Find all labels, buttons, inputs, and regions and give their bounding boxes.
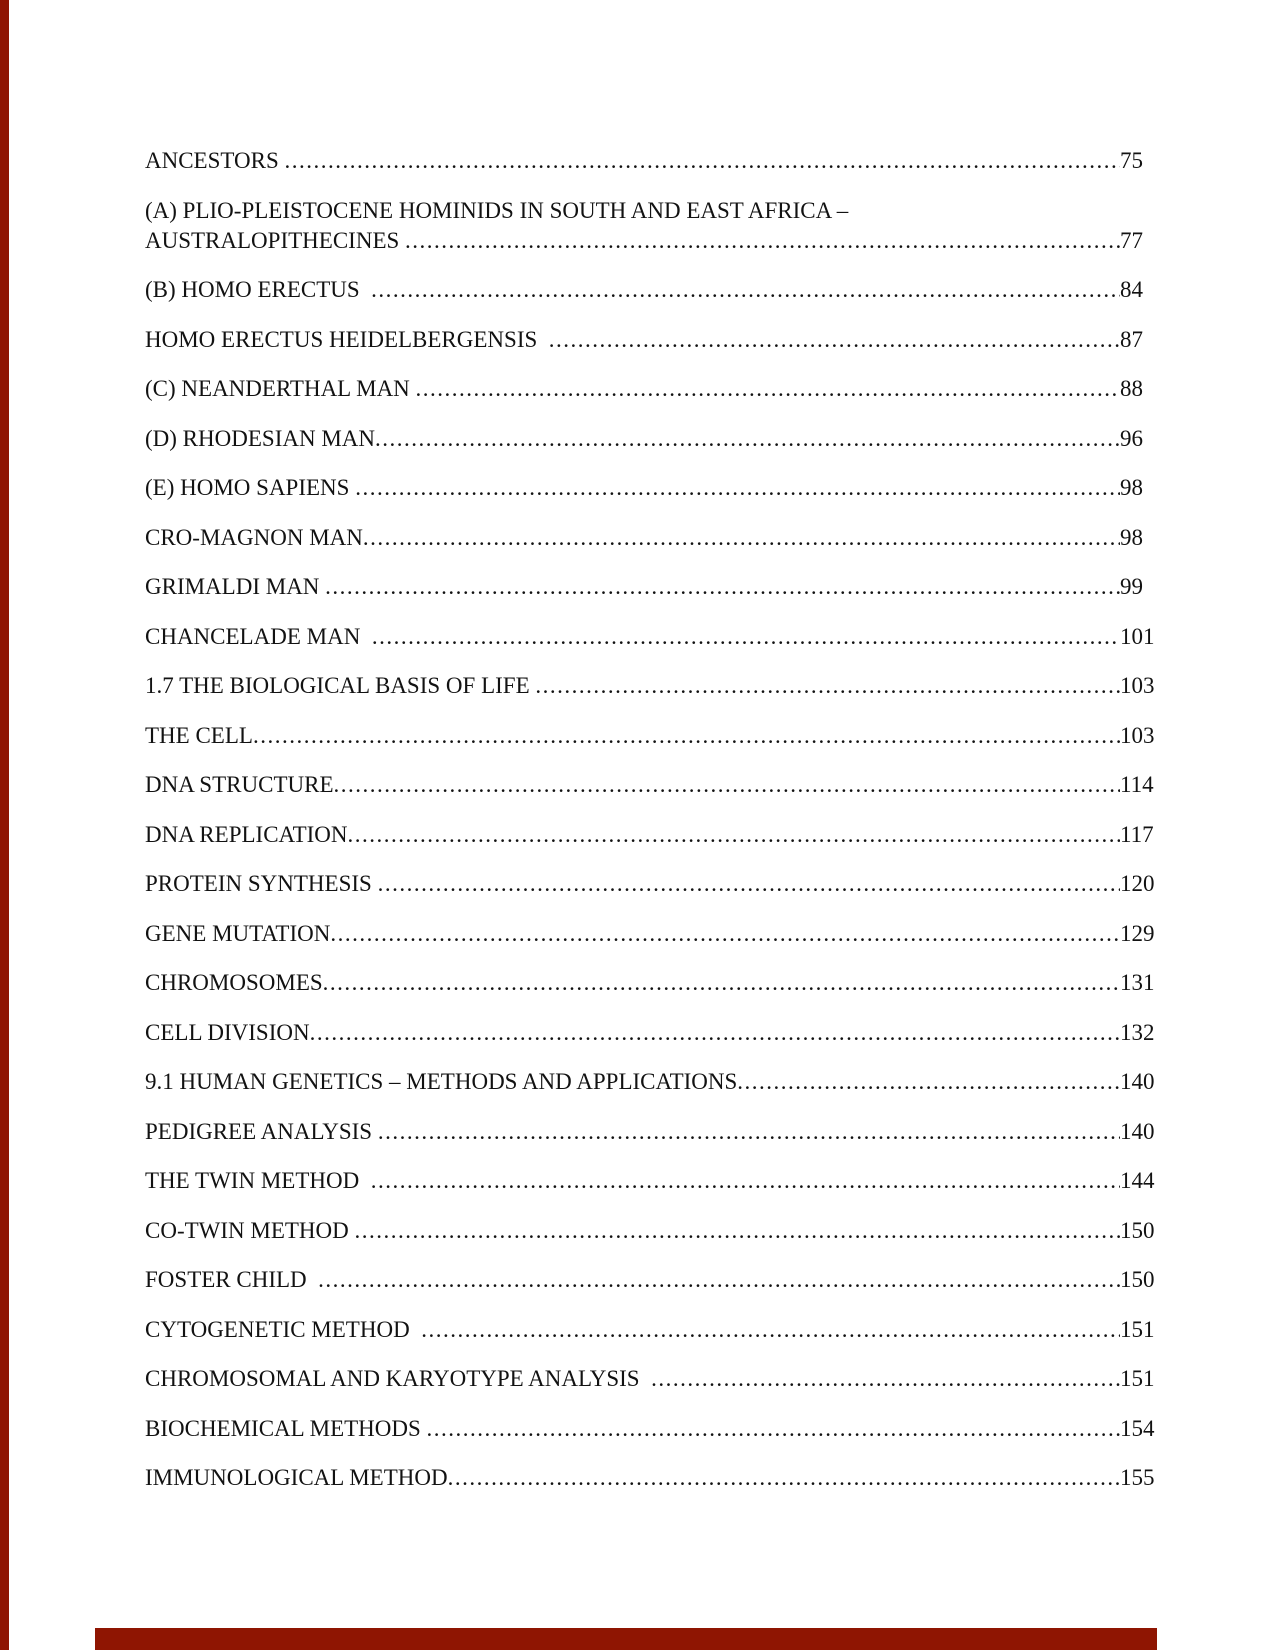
dot-leader <box>378 869 1120 899</box>
toc-entry-label: (E) HOMO SAPIENS <box>145 475 356 500</box>
dot-leader <box>348 820 1120 850</box>
dot-leader <box>427 1414 1120 1444</box>
toc-entry-page: 151 <box>1120 1316 1155 1342</box>
toc-entry-page: 101 <box>1120 623 1155 649</box>
toc-entry <box>145 146 1168 176</box>
toc-entry-page: 88 <box>1120 376 1143 401</box>
dot-leader <box>318 1265 1120 1295</box>
toc-entry <box>145 1216 1168 1246</box>
toc-entry-page: 117 <box>1120 821 1154 847</box>
toc-entry-label: (C) NEANDERTHAL MAN <box>145 376 416 401</box>
toc-entry <box>145 325 1168 355</box>
dot-leader <box>323 968 1120 998</box>
toc-entry-label: FOSTER CHILD <box>145 1267 319 1292</box>
toc-entry-page: 140 <box>1120 1118 1155 1144</box>
toc-entry <box>145 226 1168 256</box>
bottom-edge-accent-bar <box>95 1628 1157 1650</box>
toc-entry-label: BIOCHEMICAL METHODS <box>145 1415 427 1441</box>
dot-leader <box>448 1463 1120 1493</box>
toc-entry-label: CELL DIVISION <box>145 1019 310 1045</box>
left-edge-accent-bar <box>0 0 9 1650</box>
toc-entry <box>145 1463 1168 1493</box>
toc-entry <box>145 1265 1168 1295</box>
dot-leader <box>421 1315 1120 1345</box>
toc-entry-label: 9.1 HUMAN GENETICS – METHODS AND APPLICATIONS <box>145 1069 738 1094</box>
toc-list <box>145 146 1168 1513</box>
toc-entry-page: 77 <box>1120 227 1143 253</box>
toc-entry-page: 120 <box>1120 871 1155 896</box>
toc-entry-label: (B) HOMO ERECTUS <box>145 277 372 302</box>
toc-entry <box>145 721 1168 751</box>
toc-entry <box>145 424 1168 454</box>
toc-entry-label: PEDIGREE ANALYSIS <box>145 1118 378 1144</box>
toc-entry <box>145 1117 1168 1147</box>
dot-leader <box>416 374 1120 404</box>
dot-leader <box>355 1216 1120 1246</box>
dot-leader <box>310 1018 1120 1048</box>
dot-leader <box>253 721 1120 751</box>
toc-entry <box>145 374 1168 404</box>
toc-entry-label: CYTOGENETIC METHOD <box>145 1316 422 1342</box>
toc-entry-page: 150 <box>1120 1217 1155 1243</box>
toc-entry-label: CO-TWIN METHOD <box>145 1217 355 1243</box>
toc-entry-label: THE CELL <box>145 722 253 748</box>
toc-entry-page: 150 <box>1120 1267 1155 1292</box>
toc-entry <box>145 770 1168 800</box>
toc-entry-label: CHROMOSOMES <box>145 970 323 995</box>
dot-leader <box>375 424 1120 454</box>
toc-entry <box>145 275 1168 305</box>
toc-entry <box>145 968 1168 998</box>
toc-entry-label: DNA REPLICATION <box>145 821 348 847</box>
dot-leader <box>363 523 1120 553</box>
toc-entry-page: 84 <box>1120 277 1143 302</box>
dot-leader <box>325 572 1120 602</box>
toc-entry-page: 131 <box>1120 970 1155 995</box>
toc-entry <box>145 1315 1168 1345</box>
toc-entry-label: CHANCELADE MAN <box>145 623 372 649</box>
toc-entry <box>145 622 1168 652</box>
dot-leader <box>535 671 1120 701</box>
toc-entry-page: 151 <box>1120 1366 1155 1391</box>
toc-entry-label: CHROMOSOMAL AND KARYOTYPE ANALYSIS <box>145 1366 652 1391</box>
toc-entry-page: 98 <box>1120 475 1143 500</box>
toc-entry-label: PROTEIN SYNTHESIS <box>145 871 378 896</box>
dot-leader <box>330 919 1120 949</box>
toc-entry-label: THE TWIN METHOD <box>145 1168 371 1193</box>
toc-entry <box>145 1166 1168 1196</box>
dot-leader <box>371 1166 1120 1196</box>
dot-leader <box>372 622 1120 652</box>
toc-entry-page: 99 <box>1120 574 1143 599</box>
toc-entry-page: 132 <box>1120 1019 1155 1045</box>
toc-entry <box>145 820 1168 850</box>
toc-entry <box>145 473 1168 503</box>
dot-leader <box>737 1067 1120 1097</box>
toc-entry-page: 154 <box>1120 1415 1155 1441</box>
toc-entry-label: 1.7 THE BIOLOGICAL BASIS OF LIFE <box>145 673 536 698</box>
toc-entry-page: 87 <box>1120 326 1143 352</box>
toc-entry <box>145 919 1168 949</box>
toc-entry-label: GRIMALDI MAN <box>145 574 326 599</box>
toc-entry-label: ANCESTORS <box>145 148 285 173</box>
toc-entry-label: AUSTRALOPITHECINES <box>145 227 406 253</box>
dot-leader <box>355 473 1120 503</box>
toc-entry <box>145 1018 1168 1048</box>
toc-entry <box>145 572 1168 602</box>
toc-entry <box>145 523 1168 553</box>
toc-entry-label: HOMO ERECTUS HEIDELBERGENSIS <box>145 326 549 352</box>
toc-entry-page: 114 <box>1120 772 1154 797</box>
dot-leader <box>405 226 1120 256</box>
dot-leader <box>651 1364 1120 1394</box>
toc-entry-label: GENE MUTATION <box>145 920 331 946</box>
toc-entry-page: 103 <box>1120 722 1155 748</box>
toc-entry-page: 103 <box>1120 673 1155 698</box>
toc-entry <box>145 1364 1168 1394</box>
toc-entry-page: 155 <box>1120 1465 1155 1490</box>
toc-entry-page: 129 <box>1120 920 1155 946</box>
toc-entry-label: CRO-MAGNON MAN <box>145 524 363 550</box>
dot-leader <box>378 1117 1120 1147</box>
toc-entry-page: 98 <box>1120 524 1143 550</box>
toc-entry-page: 75 <box>1120 148 1143 173</box>
toc-entry-label: (D) RHODESIAN MAN <box>145 425 375 451</box>
toc-entry-page: 96 <box>1120 425 1143 451</box>
dot-leader <box>285 146 1120 176</box>
dot-leader <box>334 770 1121 800</box>
toc-entry <box>145 1414 1168 1444</box>
toc-entry-label: IMMUNOLOGICAL METHOD <box>145 1465 448 1490</box>
toc-entry-page: 140 <box>1120 1069 1155 1094</box>
toc-entry <box>145 671 1168 701</box>
toc-entry-page: 144 <box>1120 1168 1155 1193</box>
toc-entry-label: DNA STRUCTURE <box>145 772 334 797</box>
toc-entry <box>145 1067 1168 1097</box>
toc-entry <box>145 869 1168 899</box>
dot-leader <box>371 275 1120 305</box>
toc-entry-wrapped-label: (A) PLIO-PLEISTOCENE HOMINIDS IN SOUTH AND EAST AFRICA – <box>145 197 849 223</box>
dot-leader <box>549 325 1120 355</box>
